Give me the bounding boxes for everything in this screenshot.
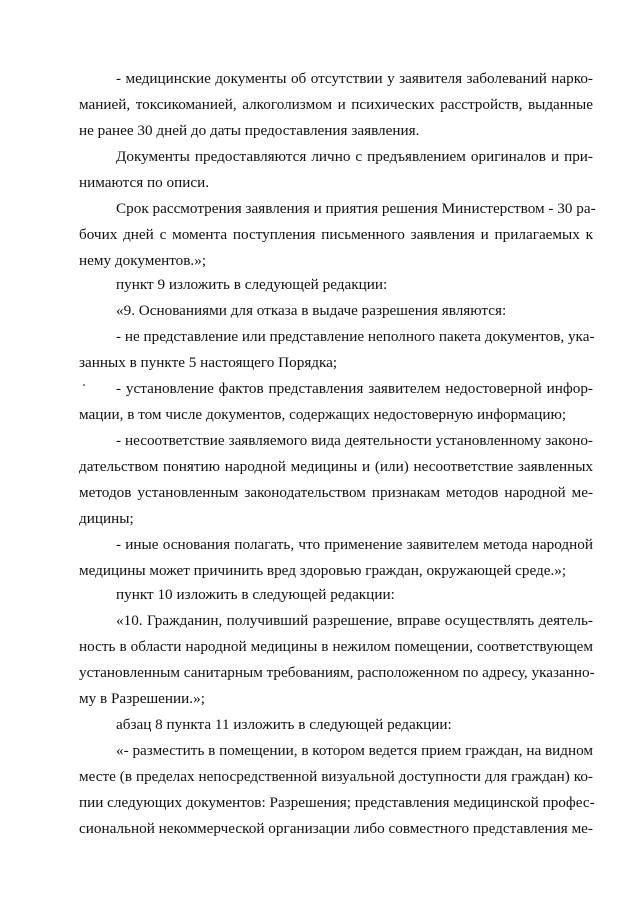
text-line: месте (в пределах непосредственной визуальной доступности для граждан) ко- — [79, 768, 593, 785]
text-line: Срок рассмотрения заявления и приятия решения Министерством - 30 ра- — [116, 200, 596, 217]
text-line: пии следующих документов: Разрешения; представления медицинской профес- — [79, 794, 595, 811]
text-line: «9. Основаниями для отказа в выдаче разрешения являются: — [116, 302, 507, 319]
text-line: - установление фактов представления заявителем недостоверной инфор- — [116, 380, 593, 397]
text-line: абзац 8 пункта 11 изложить в следующей редакции: — [116, 716, 452, 733]
text-line: дательством понятию народной медицины и (или) несоответствие заявленных — [79, 458, 593, 475]
text-line: мации, в том числе документов, содержащих недостоверную информацию; — [79, 406, 567, 423]
text-line: манией, токсикоманией, алкоголизмом и психических расстройств, выданные — [79, 96, 593, 113]
text-line: - несоответствие заявляемого вида деятельности установленному законо- — [116, 432, 593, 449]
text-line: не ранее 30 дней до даты предоставления заявления. — [79, 122, 420, 139]
text-line: «- разместить в помещении, в котором ведется прием граждан, на видном — [116, 742, 594, 759]
text-line: «10. Гражданин, получивший разрешение, вправе осуществлять деятель- — [116, 612, 593, 629]
text-line: Документы предоставляются лично с предъявлением оригиналов и при- — [116, 148, 593, 165]
text-line: бочих дней с момента поступления письменного заявления и прилагаемых к — [79, 226, 593, 243]
text-line: сиональной некоммерческой организации либо совместного представления ме- — [79, 820, 593, 837]
text-line: нему документов.»; — [79, 252, 207, 269]
text-line: му в Разрешении.»; — [79, 690, 205, 707]
text-line: установленным санитарным требованиям, расположенном по адресу, указанно- — [79, 664, 595, 681]
text-line: дицины; — [79, 510, 134, 527]
text-line: медицины может причинить вред здоровью граждан, окружающей среде.»; — [79, 562, 567, 579]
text-line: нимаются по описи. — [79, 174, 210, 191]
text-line: пункт 9 изложить в следующей редакции: — [116, 276, 388, 293]
text-line: - медицинские документы об отсутствии у заявителя заболеваний нарко- — [116, 70, 593, 87]
text-line: - иные основания полагать, что применение заявителем метода народной — [116, 536, 593, 553]
text-line: - не представление или представление неполного пакета документов, ука- — [116, 328, 595, 345]
text-line: пункт 10 изложить в следующей редакции: — [116, 586, 395, 603]
scan-speck — [83, 384, 85, 386]
text-line: занных в пункте 5 настоящего Порядка; — [79, 354, 338, 371]
text-line: ность в области народной медицины в нежилом помещении, соответствующем — [79, 638, 593, 655]
text-line: методов установленным законодательством признакам методов народной ме- — [79, 484, 593, 501]
